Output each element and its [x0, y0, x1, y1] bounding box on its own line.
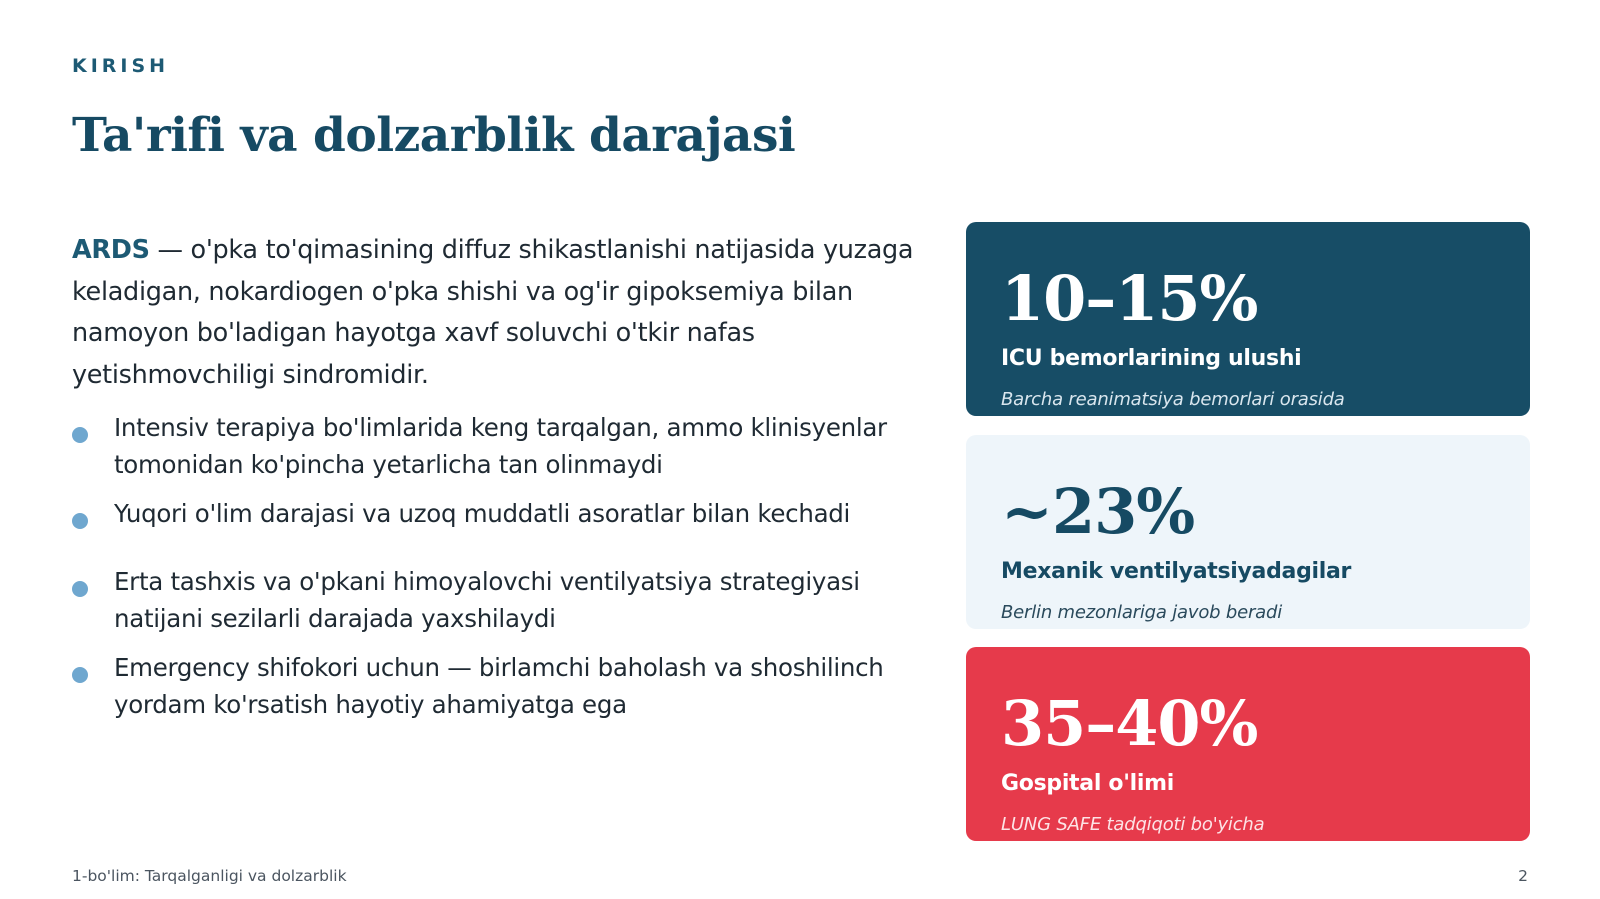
- bullet-dot-icon: [72, 427, 88, 443]
- bullet-item: [72, 650, 932, 723]
- bullet-item: [72, 496, 932, 533]
- bullet-text: Erta tashxis va o'pkani himoyalovchi ventilyatsiya strategiyasi natijani sezilarli darajada yaxshilaydi: [114, 567, 860, 633]
- stat-card-ventilated: [966, 435, 1530, 629]
- stat-note: Berlin mezonlariga javob beradi: [1001, 602, 1283, 623]
- stat-value: 35–40%: [1001, 687, 1258, 760]
- page-number: 2: [1518, 867, 1528, 885]
- bullet-text: Yuqori o'lim darajasi va uzoq muddatli asoratlar bilan kechadi: [114, 499, 851, 528]
- intro-paragraph: [72, 230, 930, 396]
- bullet-item: [72, 410, 932, 483]
- stat-note: Barcha reanimatsiya bemorlari orasida: [1001, 389, 1345, 410]
- stat-value: 10–15%: [1001, 262, 1258, 335]
- stat-label: ICU bemorlarining ulushi: [1001, 346, 1302, 371]
- bullet-dot-icon: [72, 667, 88, 683]
- slide-title: Ta'rifi va dolzarblik darajasi: [72, 108, 796, 163]
- bullet-text: Intensiv terapiya bo'limlarida keng tarqalgan, ammo klinisyenlar tomonidan ko'pincha yetarlicha tan olinmaydi: [114, 413, 887, 479]
- bullet-dot-icon: [72, 513, 88, 529]
- stat-value: ~23%: [1001, 475, 1195, 548]
- content-column: [72, 230, 930, 719]
- bullet-dot-icon: [72, 581, 88, 597]
- stat-note: LUNG SAFE tadqiqoti bo'yicha: [1001, 814, 1265, 835]
- stat-label: Gospital o'limi: [1001, 771, 1175, 796]
- stat-label: Mexanik ventilyatsiyadagilar: [1001, 559, 1352, 584]
- section-eyebrow: KIRISH: [72, 55, 170, 77]
- stat-card-icu-share: [966, 222, 1530, 416]
- stat-card-mortality: [966, 647, 1530, 841]
- footer-section-label: 1-bo'lim: Tarqalganligi va dolzarblik: [72, 867, 347, 885]
- intro-term: ARDS: [72, 235, 150, 265]
- intro-text: — o'pka to'qimasining diffuz shikastlanishi natijasida yuzaga keladigan, nokardiogen o'pka shishi va og'ir gipoksemiya bilan namoyon bo'ladigan hayotga xavf soluvchi o'tkir nafas yetishmovchiligi sindromidir.: [72, 235, 914, 390]
- bullet-item: [72, 564, 932, 637]
- bullet-text: Emergency shifokori uchun — birlamchi baholash va shoshilinch yordam ko'rsatish hayotiy ahamiyatga ega: [114, 653, 884, 719]
